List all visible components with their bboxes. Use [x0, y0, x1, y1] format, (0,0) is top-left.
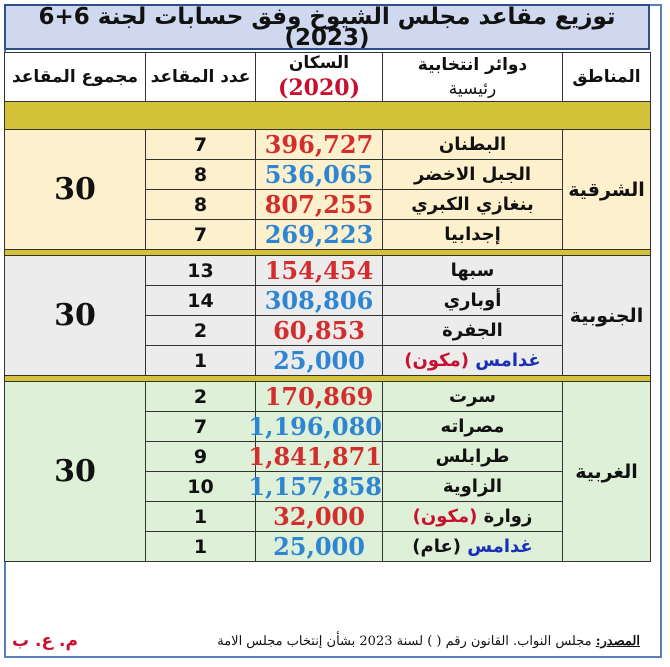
- population-value: 154,454: [256, 256, 383, 286]
- district-name-part: غدامس: [475, 350, 541, 371]
- district-name: الجبل الاخضر: [383, 160, 563, 190]
- seat-count: 1: [146, 502, 256, 532]
- header-total-seats: مجموع المقاعد: [5, 53, 146, 102]
- district-name: سرت: [383, 382, 563, 412]
- header-districts: [383, 53, 563, 102]
- source-note: [217, 634, 640, 649]
- seat-count: 2: [146, 382, 256, 412]
- seat-count: 7: [146, 412, 256, 442]
- population-value: 170,869: [256, 382, 383, 412]
- population-value: 308,806: [256, 286, 383, 316]
- district-name: [383, 346, 563, 376]
- district-name: أوباري: [383, 286, 563, 316]
- table-row: [5, 382, 651, 412]
- seat-count: 1: [146, 346, 256, 376]
- seat-count: 8: [146, 190, 256, 220]
- population-value: 1,841,871: [248, 442, 382, 471]
- district-name: الزاوية: [383, 472, 563, 502]
- region-name: الشرقية: [563, 130, 651, 250]
- seat-count: 8: [146, 160, 256, 190]
- district-name: سبها: [383, 256, 563, 286]
- district-name: الجفرة: [383, 316, 563, 346]
- district-qualifier: (مكون): [412, 506, 478, 527]
- header-population-label: السكان: [288, 53, 350, 73]
- seat-count: 13: [146, 256, 256, 286]
- district-name-part: غدامس: [467, 536, 533, 557]
- population-value: 32,000: [256, 502, 383, 532]
- header-population-year: (2020): [277, 75, 361, 101]
- seat-count: 9: [146, 442, 256, 472]
- separator: [5, 102, 651, 130]
- district-name: بنغازي الكبري: [383, 190, 563, 220]
- header-regions: المناطق: [563, 53, 651, 102]
- seats-table: [4, 52, 651, 562]
- document-title: [4, 4, 650, 50]
- source-label: المصدر:: [595, 634, 640, 649]
- seat-count: 2: [146, 316, 256, 346]
- footer: [4, 631, 650, 653]
- region-name: الجنوبية: [563, 256, 651, 376]
- district-name: طرابلس: [383, 442, 563, 472]
- district-name: إجدابيا: [383, 220, 563, 250]
- district-qualifier: (مكون): [404, 350, 469, 371]
- seat-count: 14: [146, 286, 256, 316]
- district-name-part: زوارة: [483, 506, 533, 527]
- population-value: 1,196,080: [248, 412, 382, 441]
- header-row: [5, 53, 651, 102]
- table-row: [5, 256, 651, 286]
- population-value: 60,853: [256, 316, 383, 346]
- seat-count: 7: [146, 130, 256, 160]
- region-name: الغربية: [563, 382, 651, 562]
- header-districts-line1: دوائر انتخابية: [417, 55, 528, 75]
- title-line-1: توزيع مقاعد مجلس الشيوخ وفق حسابات لجنة 6+6: [38, 4, 616, 30]
- seat-count: 7: [146, 220, 256, 250]
- header-seats: عدد المقاعد: [146, 53, 256, 102]
- population-value: 396,727: [256, 130, 383, 160]
- seat-count: 1: [146, 532, 256, 562]
- region-total: 30: [5, 382, 146, 562]
- source-text: مجلس النواب. القانون رقم ( ) لسنة 2023 بشأن إنتخاب مجلس الامة: [217, 634, 592, 649]
- population-value: 269,223: [256, 220, 383, 250]
- header-districts-line2: رئيسية: [448, 79, 497, 99]
- header-population: [256, 53, 383, 102]
- district-name: [383, 502, 563, 532]
- population-value: 807,255: [256, 190, 383, 220]
- district-name: مصراته: [383, 412, 563, 442]
- population-value: 536,065: [256, 160, 383, 190]
- title-line-2: (2023): [284, 25, 370, 51]
- table-row: [5, 130, 651, 160]
- region-total: 30: [5, 256, 146, 376]
- region-total: 30: [5, 130, 146, 250]
- population-value: 1,157,858: [248, 472, 382, 501]
- seat-count: 10: [146, 472, 256, 502]
- population-value: 25,000: [256, 346, 383, 376]
- district-name: البطنان: [383, 130, 563, 160]
- author-signature: م. ع. ب: [12, 631, 78, 651]
- district-qualifier: (عام): [412, 536, 461, 557]
- district-name: [383, 532, 563, 562]
- population-value: 25,000: [256, 532, 383, 562]
